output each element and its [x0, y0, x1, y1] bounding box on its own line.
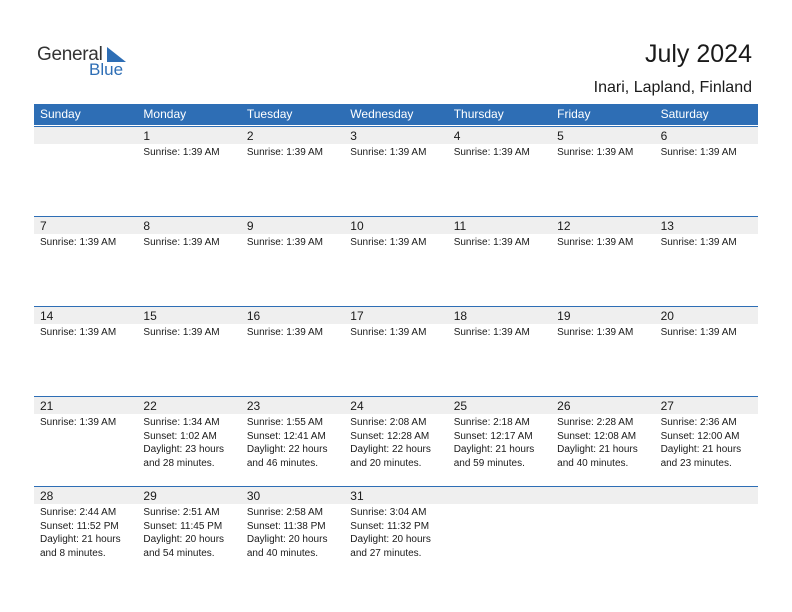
- day-detail-line: and 28 minutes.: [143, 457, 215, 469]
- day-detail-line: Sunrise: 1:39 AM: [246, 237, 323, 248]
- day-number: 22: [143, 399, 157, 413]
- day-detail-line: Sunrise: 1:39 AM: [453, 237, 530, 248]
- day-number: 26: [557, 399, 571, 413]
- day-cell: [137, 396, 240, 486]
- day-cell: [241, 486, 344, 576]
- day-details: [454, 326, 530, 340]
- day-detail-line: Sunrise: 2:28 AM: [557, 417, 634, 428]
- day-details: [661, 146, 737, 160]
- day-cell: [241, 216, 344, 306]
- day-details: [557, 236, 633, 250]
- day-detail-line: Sunset: 12:17 AM: [453, 430, 533, 442]
- day-details: [454, 416, 535, 470]
- day-details: [247, 146, 323, 160]
- day-number: 27: [660, 399, 674, 413]
- day-detail-line: Sunrise: 1:39 AM: [660, 147, 737, 158]
- day-detail-line: Daylight: 22 hours: [350, 444, 431, 455]
- weekday-header: [34, 104, 758, 125]
- day-detail-line: Daylight: 20 hours: [350, 534, 431, 545]
- day-number: 16: [246, 309, 261, 323]
- day-detail-line: Daylight: 20 hours: [143, 534, 225, 545]
- day-cell: [551, 306, 654, 396]
- day-cell: [655, 126, 758, 216]
- day-detail-line: Sunrise: 1:39 AM: [557, 327, 634, 338]
- day-detail-line: and 54 minutes.: [143, 547, 215, 559]
- weekday-friday: Friday: [557, 107, 591, 121]
- day-detail-line: Daylight: 21 hours: [557, 444, 638, 455]
- day-detail-line: Sunrise: 2:08 AM: [350, 417, 427, 428]
- day-detail-line: Sunset: 11:52 PM: [40, 520, 119, 532]
- page-title: July 2024: [644, 40, 752, 68]
- day-detail-line: Sunrise: 1:39 AM: [40, 417, 117, 428]
- day-detail-line: and 46 minutes.: [246, 457, 319, 469]
- day-cell: [344, 486, 447, 576]
- empty-day-cell: [551, 486, 654, 576]
- day-detail-line: Sunrise: 1:39 AM: [246, 327, 323, 338]
- day-detail-line: and 20 minutes.: [350, 457, 422, 469]
- day-number: 23: [246, 399, 261, 413]
- logo-general-text: General: [37, 44, 103, 65]
- day-number: 28: [40, 489, 54, 503]
- day-details: [247, 236, 323, 250]
- day-details: [143, 326, 219, 340]
- day-detail-line: Sunset: 12:41 AM: [246, 430, 326, 442]
- day-number: 15: [143, 309, 157, 323]
- day-details: [661, 326, 737, 340]
- day-detail-line: and 23 minutes.: [660, 457, 732, 469]
- day-details: [350, 236, 426, 250]
- day-cell: [551, 396, 654, 486]
- weekday-tuesday: Tuesday: [246, 107, 293, 121]
- day-detail-line: and 59 minutes.: [453, 457, 525, 469]
- day-number: 6: [660, 129, 668, 143]
- empty-day-cell: [34, 126, 137, 216]
- day-cell: [34, 396, 137, 486]
- day-details: [661, 416, 742, 470]
- day-details: [143, 506, 224, 560]
- day-number: 18: [453, 309, 468, 323]
- day-detail-line: and 40 minutes.: [246, 547, 319, 559]
- day-cell: [551, 126, 654, 216]
- day-detail-line: Sunrise: 1:39 AM: [557, 237, 634, 248]
- day-details: [143, 236, 219, 250]
- day-details: [40, 326, 116, 340]
- day-detail-line: Sunrise: 1:39 AM: [143, 327, 220, 338]
- empty-day-cell: [448, 486, 551, 576]
- day-cell: [655, 396, 758, 486]
- day-details: [247, 416, 328, 470]
- day-cell: [344, 396, 447, 486]
- weekday-thursday: Thursday: [453, 107, 504, 121]
- week-row: [34, 396, 758, 486]
- day-detail-line: Sunset: 11:32 PM: [350, 520, 430, 532]
- day-detail-line: Sunset: 11:38 PM: [246, 520, 326, 532]
- day-detail-line: Sunrise: 2:18 AM: [453, 417, 530, 428]
- day-detail-line: Sunrise: 1:39 AM: [660, 237, 737, 248]
- day-cell: [344, 216, 447, 306]
- day-cell: [448, 126, 551, 216]
- day-details: [557, 146, 633, 160]
- day-detail-line: Sunrise: 1:39 AM: [350, 147, 427, 158]
- day-number: 25: [453, 399, 468, 413]
- day-cell: [34, 306, 137, 396]
- day-number: 24: [350, 399, 364, 413]
- weekday-monday: Monday: [143, 107, 187, 121]
- day-details: [557, 326, 633, 340]
- day-cell: [241, 396, 344, 486]
- week-row: [34, 216, 758, 306]
- day-detail-line: Daylight: 20 hours: [246, 534, 328, 545]
- day-number: 3: [350, 129, 357, 143]
- day-number: 8: [143, 219, 151, 233]
- day-number: 31: [350, 489, 364, 503]
- day-cell: [448, 306, 551, 396]
- day-detail-line: Sunrise: 1:39 AM: [453, 147, 530, 158]
- day-number: 4: [453, 129, 461, 143]
- day-detail-line: Sunrise: 1:39 AM: [40, 237, 117, 248]
- day-number: 20: [660, 309, 674, 323]
- day-detail-line: and 40 minutes.: [557, 457, 629, 469]
- day-detail-line: Sunset: 12:08 AM: [557, 430, 637, 442]
- day-cell: [34, 486, 137, 576]
- day-detail-line: Sunrise: 1:39 AM: [557, 147, 634, 158]
- day-number: 21: [40, 399, 54, 413]
- day-details: [350, 326, 426, 340]
- day-number: 1: [143, 129, 151, 143]
- day-detail-line: Sunrise: 1:39 AM: [143, 237, 220, 248]
- day-details: [247, 506, 328, 560]
- day-cell: [655, 306, 758, 396]
- day-number: 14: [40, 309, 54, 323]
- day-cell: [241, 306, 344, 396]
- day-detail-line: Sunrise: 1:39 AM: [40, 327, 117, 338]
- day-cell: [137, 486, 240, 576]
- day-number: 13: [660, 219, 674, 233]
- day-detail-line: Sunrise: 2:36 AM: [660, 417, 737, 428]
- day-number: 29: [143, 489, 157, 503]
- day-detail-line: and 27 minutes.: [350, 547, 422, 559]
- day-number: 19: [557, 309, 571, 323]
- day-details: [40, 236, 116, 250]
- logo: [37, 44, 137, 84]
- day-details: [557, 416, 638, 470]
- day-detail-line: Sunset: 1:02 AM: [143, 430, 217, 442]
- day-number: 11: [453, 219, 467, 233]
- day-detail-line: Sunrise: 1:39 AM: [660, 327, 737, 338]
- day-detail-line: Sunset: 11:45 PM: [143, 520, 223, 532]
- day-detail-line: Daylight: 21 hours: [453, 444, 535, 455]
- day-detail-line: Sunrise: 1:39 AM: [143, 147, 220, 158]
- empty-day-cell: [655, 486, 758, 576]
- day-details: [143, 416, 224, 470]
- weekday-wednesday: Wednesday: [350, 107, 414, 121]
- week-row: [34, 486, 758, 576]
- day-cell: [137, 216, 240, 306]
- logo-blue-text: Blue: [89, 60, 124, 79]
- day-cell: [137, 306, 240, 396]
- day-number: 7: [40, 219, 47, 233]
- day-cell: [344, 126, 447, 216]
- day-detail-line: Daylight: 21 hours: [660, 444, 742, 455]
- day-details: [247, 326, 323, 340]
- day-details: [350, 146, 426, 160]
- day-detail-line: Daylight: 21 hours: [40, 534, 121, 545]
- day-detail-line: Sunset: 12:00 AM: [660, 430, 740, 442]
- day-detail-line: Sunrise: 1:39 AM: [453, 327, 530, 338]
- day-detail-line: Sunrise: 3:04 AM: [350, 507, 427, 518]
- day-details: [350, 416, 431, 470]
- day-number: 17: [350, 309, 364, 323]
- day-cell: [241, 126, 344, 216]
- day-details: [143, 146, 219, 160]
- day-details: [661, 236, 737, 250]
- day-detail-line: Daylight: 23 hours: [143, 444, 225, 455]
- weekday-sunday: Sunday: [40, 107, 81, 121]
- day-detail-line: Sunrise: 1:39 AM: [350, 327, 427, 338]
- day-detail-line: Daylight: 22 hours: [246, 444, 328, 455]
- day-number: 12: [557, 219, 571, 233]
- day-details: [454, 236, 530, 250]
- day-details: [454, 146, 530, 160]
- day-number: 9: [246, 219, 254, 233]
- day-cell: [448, 396, 551, 486]
- day-detail-line: Sunrise: 1:39 AM: [246, 147, 323, 158]
- day-details: [40, 416, 116, 430]
- week-row: [34, 126, 758, 216]
- day-detail-line: and 8 minutes.: [40, 547, 106, 559]
- day-cell: [551, 216, 654, 306]
- day-number: 2: [246, 129, 254, 143]
- day-cell: [655, 216, 758, 306]
- day-detail-line: Sunrise: 2:58 AM: [246, 507, 323, 518]
- day-detail-line: Sunrise: 2:44 AM: [40, 507, 117, 518]
- day-cell: [344, 306, 447, 396]
- day-detail-line: Sunrise: 2:51 AM: [143, 507, 220, 518]
- day-number: 5: [557, 129, 564, 143]
- location-subtitle: Inari, Lapland, Finland: [593, 79, 752, 96]
- weekday-saturday: Saturday: [660, 107, 709, 121]
- day-detail-line: Sunrise: 1:34 AM: [143, 417, 220, 428]
- day-detail-line: Sunset: 12:28 AM: [350, 430, 430, 442]
- day-cell: [137, 126, 240, 216]
- day-number: 10: [350, 219, 364, 233]
- day-details: [350, 506, 431, 560]
- day-detail-line: Sunrise: 1:39 AM: [350, 237, 427, 248]
- day-cell: [34, 216, 137, 306]
- day-number: 30: [246, 489, 261, 503]
- day-cell: [448, 216, 551, 306]
- week-row: [34, 306, 758, 396]
- day-detail-line: Sunrise: 1:55 AM: [246, 417, 323, 428]
- day-details: [40, 506, 121, 560]
